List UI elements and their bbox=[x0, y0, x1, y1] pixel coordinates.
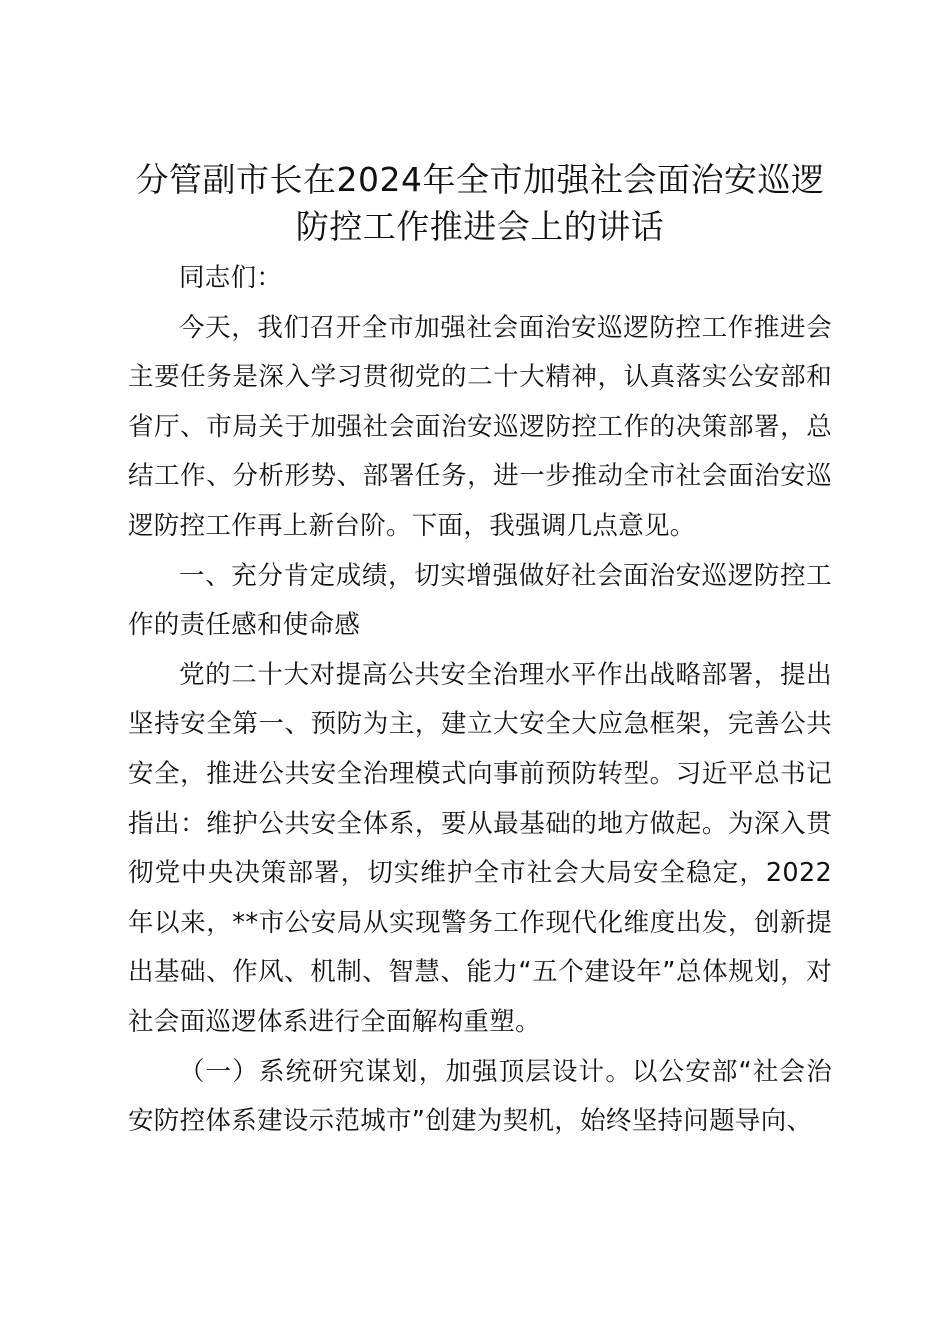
subsection-heading-1: （一）系统研究谋划，加强顶层设计。以公安部“社会治安防控体系建设示范城市”创建为契机，始终坚持问题导向、 bbox=[128, 1056, 832, 1137]
paragraph-background: 党的二十大对提高公共安全治理水平作出战略部署，提出坚持安全第一、预防为主，建立大安全大应急框架，完善公共安全，推进公共安全治理模式向事前预防转型。习近平总书记指出：维护公共安全体系，要从最基础的地方做起。为深入贯彻党中央决策部署，切实维护全市社会大局安全稳定，2022年以来，**市公安局从实现警务工作现代化维度出发，创新提出基础、作风、机制、智慧、能力“五个建设年”总体规划，对社会面巡逻体系进行全面解构重塑。 bbox=[128, 659, 832, 1037]
section-heading-1: 一、充分肯定成绩，切实增强做好社会面治安巡逻防控工作的责任感和使命感 bbox=[128, 560, 832, 641]
document-body bbox=[128, 156, 832, 1147]
paragraph-intro: 今天，我们召开全市加强社会面治安巡逻防控工作推进会主要任务是深入学习贯彻党的二十大精神，认真落实公安部和省厅、市局关于加强社会面治安巡逻防控工作的决策部署，总结工作、分析形势、部署任务，进一步推动全市社会面治安巡逻防控工作再上新台阶。下面，我强调几点意见。 bbox=[128, 312, 832, 541]
document-title: 分管副市长在2024年全市加强社会面治安巡逻防控工作推进会上的讲话 bbox=[135, 160, 825, 246]
greeting: 同志们： bbox=[179, 263, 283, 293]
